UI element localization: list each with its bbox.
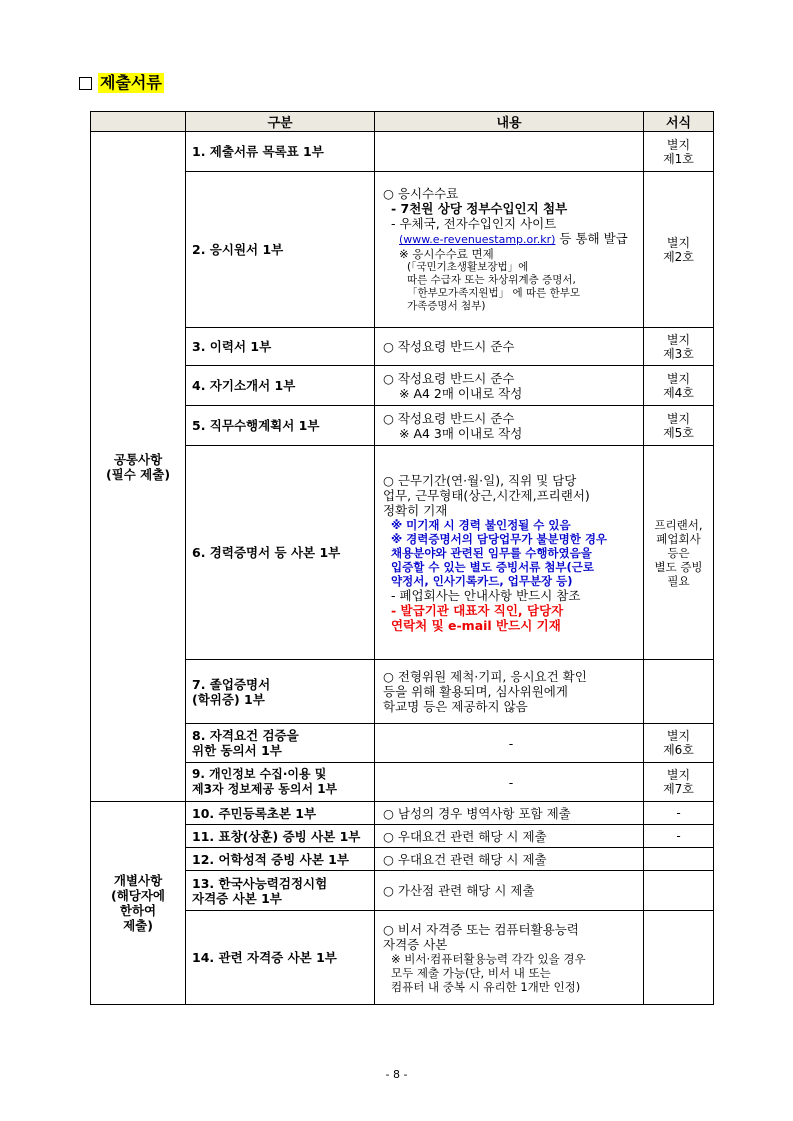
table-row [91, 132, 714, 172]
item-label: 7. 졸업증명서 (학위증) 1부 [186, 660, 375, 724]
item-content: ○ 가산점 관련 해당 시 제출 [375, 871, 644, 911]
form-number: 별지 제2호 [644, 172, 714, 328]
form-number: 별지 제3호 [644, 328, 714, 366]
item-label: 8. 자격요건 검증을 위한 동의서 1부 [186, 724, 375, 763]
section-title: 제출서류 [100, 73, 162, 92]
form-number: 별지 제1호 [644, 132, 714, 172]
revenue-stamp-link[interactable]: (www.e-revenuestamp.or.kr) [399, 233, 556, 246]
header-item: 구분 [186, 112, 375, 132]
item-content: ○ 작성요령 반드시 준수 ※ A4 2매 이내로 작성 [375, 366, 644, 406]
documents-table [90, 111, 714, 1005]
item-content: ○ 응시수수료 - 7천원 상당 정부수입인지 첨부 - 우체국, 전자수입인지 사이트 (www.e-revenuestamp.or.kr) 등 통해 발급 ※ 응시수수료 면제 (「국민기초생활보장법」에 따른 수급자 또는 차상위계층 증명서, 「한부모가족지원법」 에 따른 한부모 가족증명서 첨부) [375, 172, 644, 328]
item-label: 10. 주민등록초본 1부 [186, 802, 375, 825]
section-heading [79, 73, 164, 93]
item-content: ○ 우대요건 관련 해당 시 제출 [375, 848, 644, 871]
item-content: ○ 작성요령 반드시 준수 [375, 328, 644, 366]
item-label: 13. 한국사능력검정시험 자격증 사본 1부 [186, 871, 375, 911]
checkbox-square-icon [79, 77, 92, 90]
item-content: - [375, 724, 644, 763]
form-number: 별지 제5호 [644, 406, 714, 446]
item-content: - [375, 763, 644, 802]
form-number: 별지 제6호 [644, 724, 714, 763]
header-form: 서식 [644, 112, 714, 132]
item-content: ○ 우대요건 관련 해당 시 제출 [375, 825, 644, 848]
item-label: 12. 어학성적 증빙 사본 1부 [186, 848, 375, 871]
item-content [375, 132, 644, 172]
header-category [91, 112, 186, 132]
table-header-row [91, 112, 714, 132]
form-number [644, 911, 714, 1005]
item-label: 5. 직무수행계획서 1부 [186, 406, 375, 446]
item-label: 1. 제출서류 목록표 1부 [186, 132, 375, 172]
group-individual: 개별사항 (해당자에 한하여 제출) [91, 802, 186, 1005]
item-label: 11. 표창(상훈) 증빙 사본 1부 [186, 825, 375, 848]
item-label: 4. 자기소개서 1부 [186, 366, 375, 406]
item-content: ○ 남성의 경우 병역사항 포함 제출 [375, 802, 644, 825]
form-number [644, 660, 714, 724]
item-content: ○ 비서 자격증 또는 컴퓨터활용능력 자격증 사본 ※ 비서·컴퓨터활용능력 각각 있을 경우 모두 제출 가능(단, 비서 내 또는 컴퓨터 내 중복 시 유리한 1개만 인정) [375, 911, 644, 1005]
item-label: 6. 경력증명서 등 사본 1부 [186, 446, 375, 660]
page-number: - 8 - [385, 1068, 408, 1081]
item-content: ○ 작성요령 반드시 준수 ※ A4 3매 이내로 작성 [375, 406, 644, 446]
item-label: 2. 응시원서 1부 [186, 172, 375, 328]
item-content: ○ 근무기간(연·월·일), 직위 및 담당 업무, 근무형태(상근,시간제,프리랜서) 정확히 기재 ※ 미기재 시 경력 불인정될 수 있음 ※ 경력증명서의 담당업무가 불분명한 경우 채용분야와 관련된 임무를 수행하였음을 입증할 수 있는 별도 증빙서류 첨부(근로 약정서, 인사기록카드, 업무분장 등) - 폐업회사는 안내사항 반드시 참조 - 발급기관 대표자 직인, 담당자 연락처 및 e-mail 반드시 기재 [375, 446, 644, 660]
form-number: - [644, 825, 714, 848]
form-number: - [644, 802, 714, 825]
item-label: 3. 이력서 1부 [186, 328, 375, 366]
item-label: 14. 관련 자격증 사본 1부 [186, 911, 375, 1005]
form-number [644, 848, 714, 871]
item-content: ○ 전형위원 제척·기피, 응시요건 확인 등을 위해 활용되며, 심사위원에게 학교명 등은 제공하지 않음 [375, 660, 644, 724]
form-number: 별지 제7호 [644, 763, 714, 802]
table-row [91, 802, 714, 825]
form-number: 프리랜서, 폐업회사 등은 별도 증빙 필요 [644, 446, 714, 660]
form-number: 별지 제4호 [644, 366, 714, 406]
group-common: 공통사항 (필수 제출) [91, 132, 186, 802]
form-number [644, 871, 714, 911]
header-content: 내용 [375, 112, 644, 132]
item-label: 9. 개인정보 수집·이용 및 제3자 정보제공 동의서 1부 [186, 763, 375, 802]
